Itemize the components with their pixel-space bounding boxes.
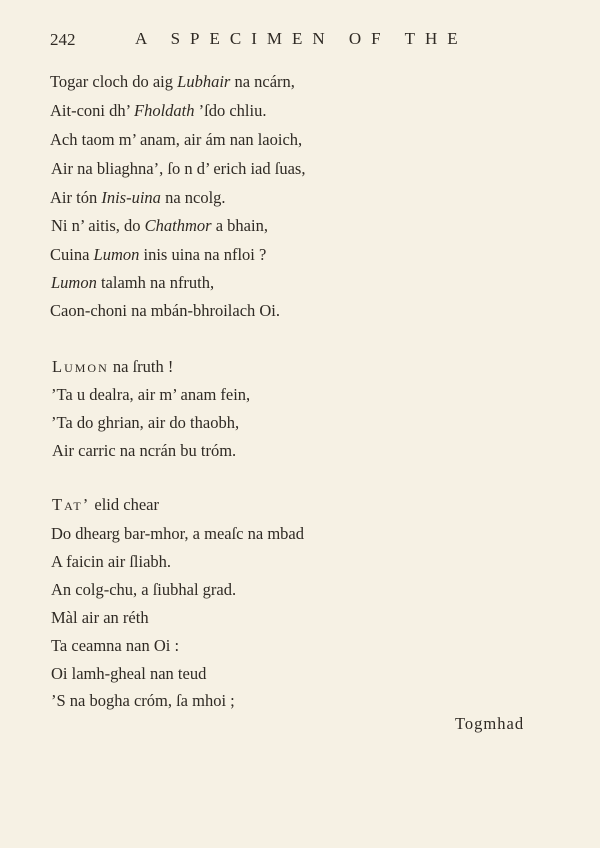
verse-text: talamh na nfruth, <box>96 273 215 292</box>
verse-text: Air carric na ncrán bu tróm. <box>52 441 237 460</box>
verse-line <box>50 72 295 92</box>
verse-line <box>50 188 226 208</box>
verse-line <box>51 216 268 236</box>
verse-line <box>51 608 149 628</box>
verse-text: Oi lamh-gheal nan teud <box>51 664 207 683</box>
verse-name: Lubhair <box>177 72 231 91</box>
verse-name: Inis-uina <box>101 188 161 207</box>
verse-line <box>51 524 304 544</box>
verse-line <box>51 385 250 405</box>
verse-line <box>52 495 159 515</box>
verse-name: Lumon <box>93 245 140 264</box>
verse-text: na ſruth ! <box>108 357 174 376</box>
verse-name: Lumon <box>51 273 97 292</box>
verse-line <box>50 130 302 150</box>
verse-text: Màl air an réth <box>51 608 149 627</box>
verse-line <box>51 580 236 600</box>
verse-text: Ni n’ aitis, do <box>51 216 145 235</box>
catchword: Togmhad <box>455 714 525 733</box>
verse-text: na ncolg. <box>160 188 226 207</box>
verse-line <box>52 441 236 461</box>
verse-text: An colg-chu, a ſiubhal grad. <box>51 580 237 599</box>
page-number: 242 <box>50 30 76 49</box>
verse-text: Cuina <box>50 245 94 264</box>
running-title: A SPECIMEN OF THE <box>135 29 468 48</box>
verse-text: ’ſdo chliu. <box>194 101 267 120</box>
verse-name: Lumon <box>52 357 109 376</box>
verse-text: ’Ta do ghrian, air do thaobh, <box>51 413 240 432</box>
verse-text: Caon-choni na mbán-bhroilach Oi. <box>50 301 281 320</box>
verse-name: Fholdath <box>134 101 195 120</box>
verse-text: elid chear <box>90 495 159 514</box>
verse-text: ’S na bogha cróm, ſa mhoi ; <box>51 691 235 710</box>
verse-text: Ta ceamna nan Oi : <box>51 636 180 655</box>
verse-line <box>51 691 235 711</box>
verse-line <box>50 301 280 321</box>
verse-line <box>50 101 266 121</box>
verse-text: Air na bliaghna’, ſo n d’ erich iad ſuas, <box>51 159 306 178</box>
page-header <box>50 29 468 54</box>
verse-text: na ncárn, <box>230 72 295 91</box>
verse-line <box>51 159 305 179</box>
verse-line <box>51 273 214 293</box>
verse-text: Ait-coni dh’ <box>50 101 135 120</box>
verse-line <box>51 552 171 572</box>
verse-name: Tat’ <box>52 495 91 514</box>
verse-text: Do dhearg bar-mhor, a meaſc na mbad <box>51 524 304 543</box>
verse-name: Chathmor <box>144 216 212 235</box>
verse-text: ’Ta u dealra, air m’ anam fein, <box>51 385 251 404</box>
verse-text: Togar cloch do aig <box>50 72 178 91</box>
verse-line <box>52 357 173 377</box>
verse-line <box>51 664 206 684</box>
verse-text: a bhain, <box>211 216 268 235</box>
verse-line <box>51 413 239 433</box>
verse-text: Air tón <box>50 188 102 207</box>
verse-text: inis uina na nfloi ? <box>139 245 267 264</box>
verse-line <box>51 636 179 656</box>
verse-text: Ach taom m’ anam, air ám nan laoich, <box>50 130 303 149</box>
verse-text: A faicin air ſliabh. <box>51 552 172 571</box>
verse-line <box>50 245 266 265</box>
